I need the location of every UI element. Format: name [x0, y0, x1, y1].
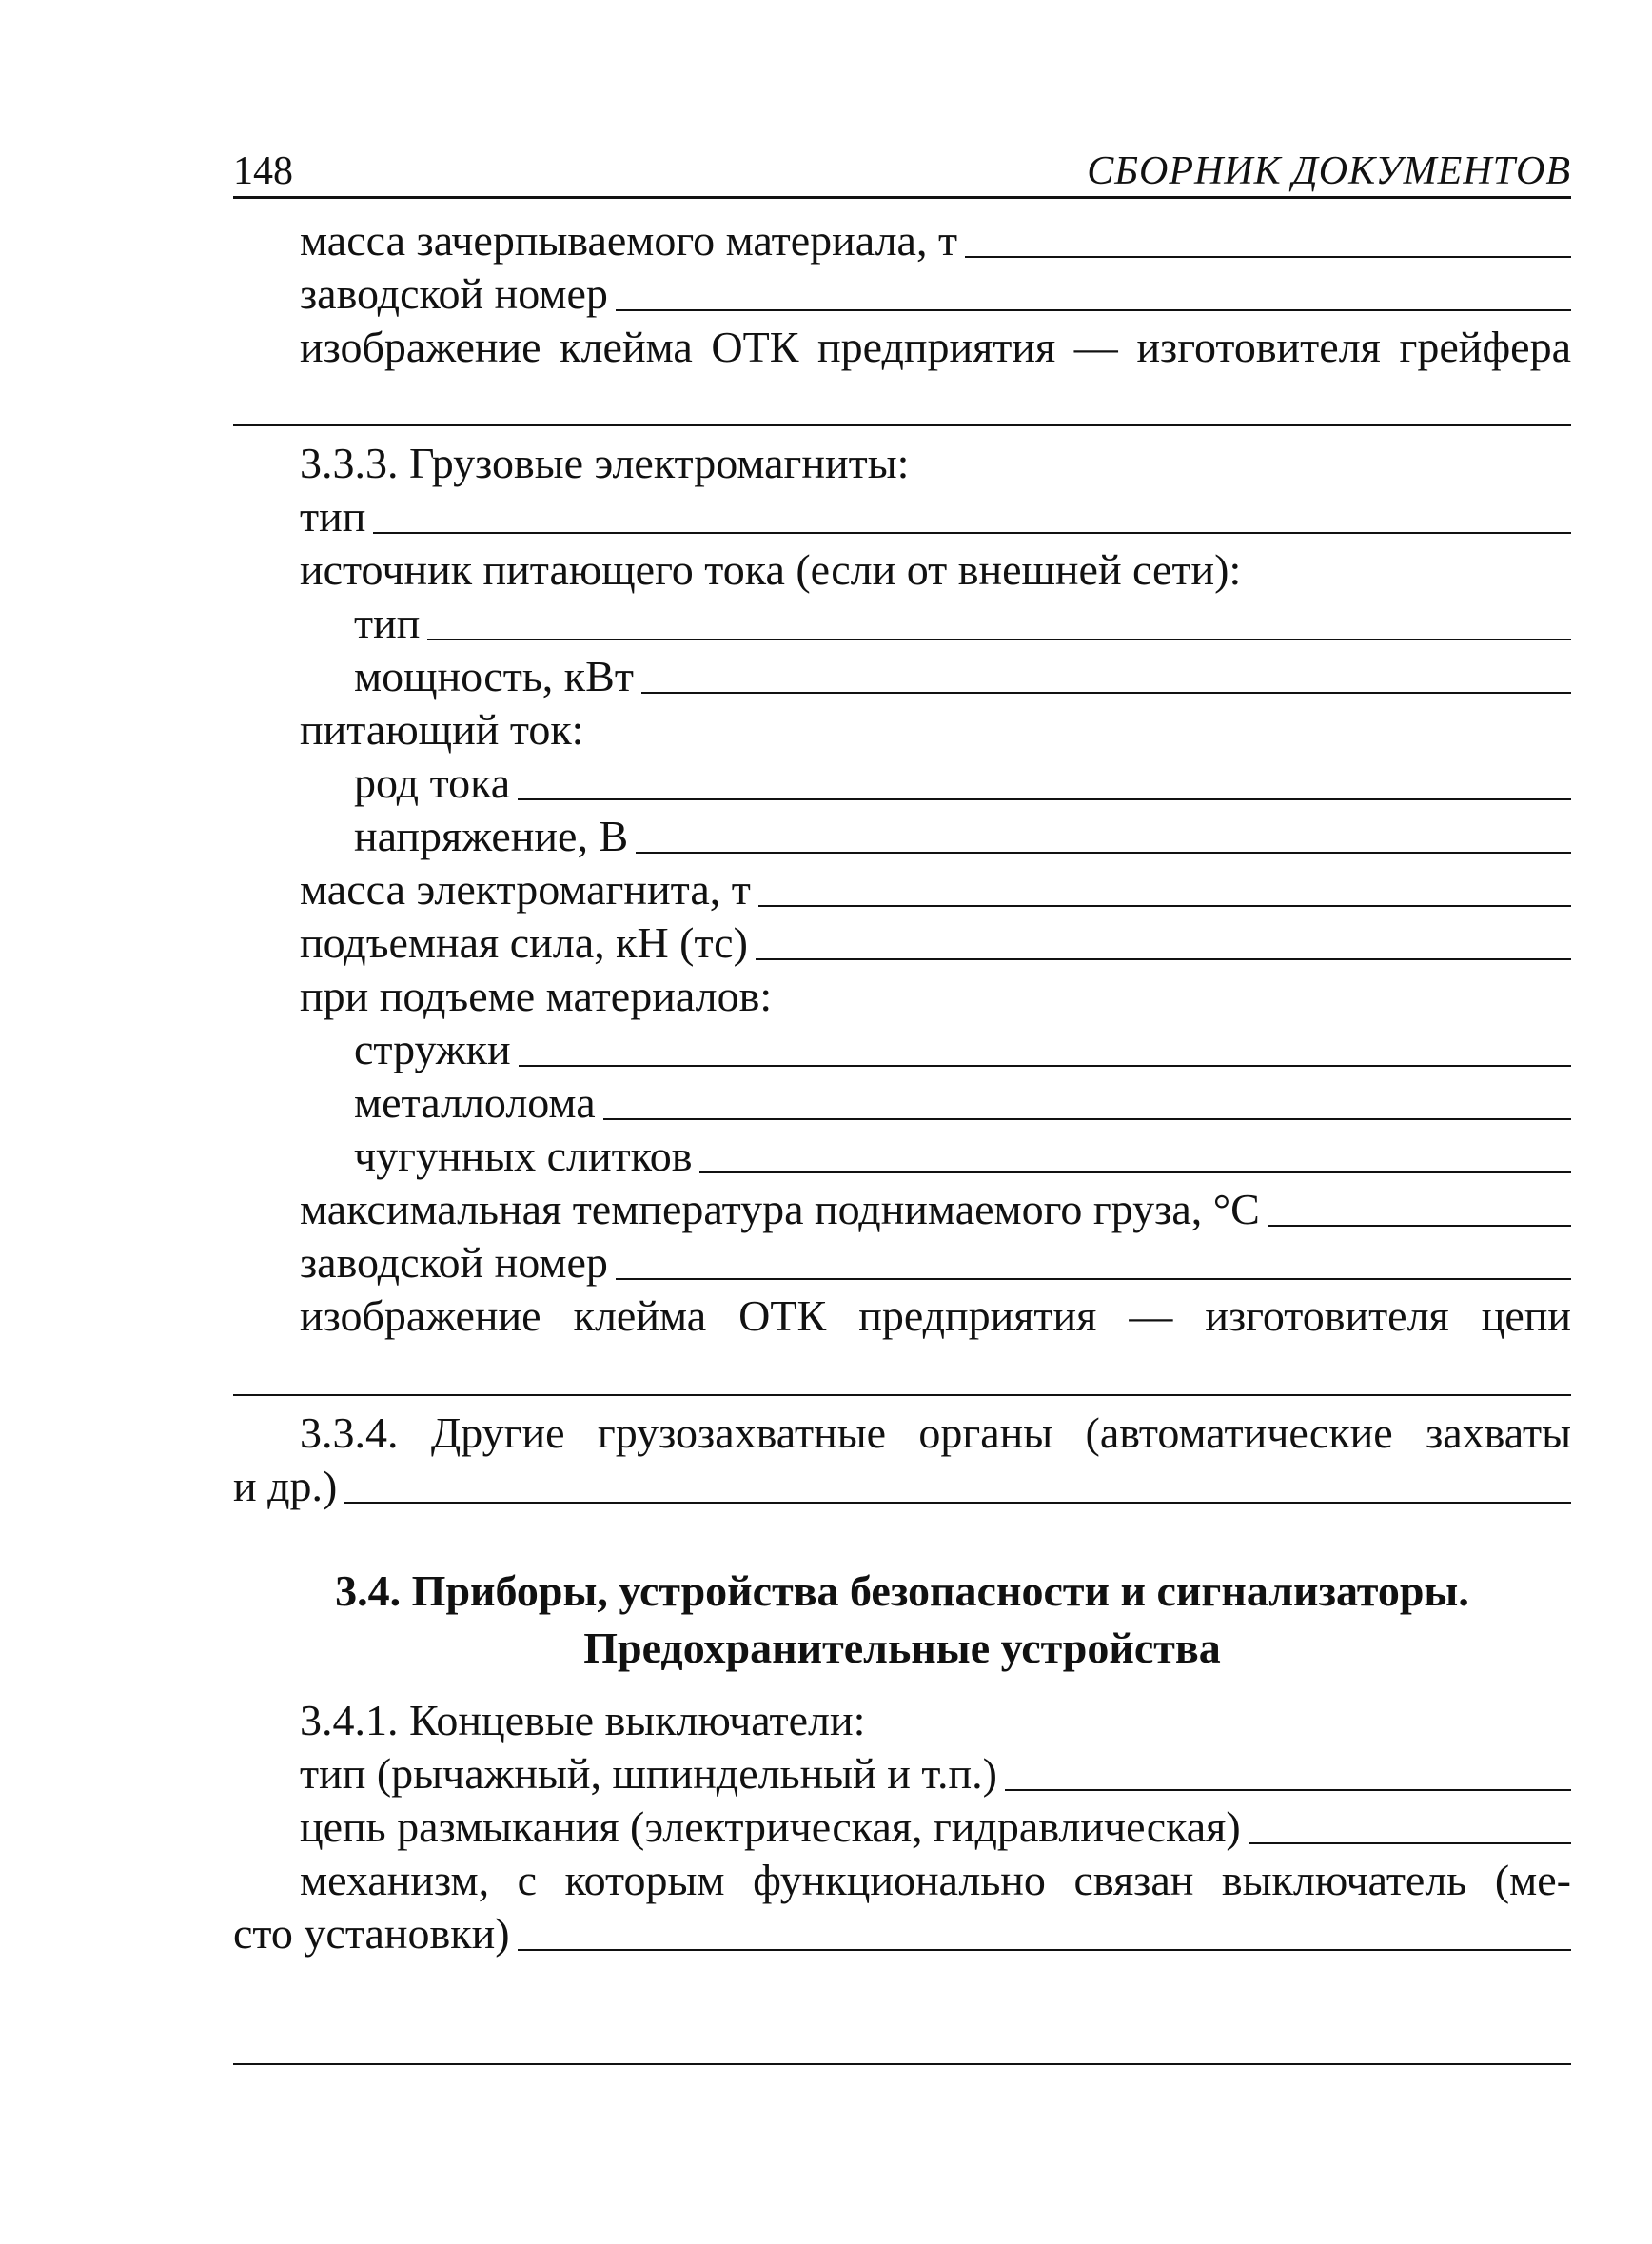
section-334-text: 3.3.4. Другие грузозахватные органы (автоматические захваты: [300, 1408, 1571, 1457]
voltage-field: [354, 810, 1571, 863]
field-label: тип: [354, 599, 421, 647]
field-label: заводской номер: [300, 269, 608, 318]
blank-line[interactable]: [233, 424, 1571, 426]
source-type-field: [354, 597, 1571, 650]
blank-line[interactable]: [965, 254, 1571, 258]
power-kw-field: [354, 650, 1571, 703]
blank-line[interactable]: [699, 1170, 1571, 1173]
field-label: максимальная температура поднимаемого груза, °С: [300, 1185, 1260, 1233]
blank-line[interactable]: [233, 2063, 1571, 2065]
field-label: сто установки): [233, 1909, 510, 1958]
scrap-field: [354, 1076, 1571, 1130]
page-number: 148: [233, 149, 293, 193]
field-label: мощность, кВт: [354, 652, 634, 700]
field-label: масса электромагнита, т: [300, 865, 751, 914]
mass-scooped-field: [300, 214, 1571, 267]
serial-number-field: [300, 267, 1571, 321]
chips-field: [354, 1023, 1571, 1076]
blank-line[interactable]: [636, 850, 1571, 854]
stamp-chain-label: изображение клейма ОТК предприятия — изготовителя цепи: [300, 1291, 1571, 1340]
field-label: и др.): [233, 1462, 338, 1510]
current-kind-field: [354, 757, 1571, 810]
magnet-mass-field: [300, 863, 1571, 916]
field-label: напряжение, В: [354, 812, 629, 860]
blank-line[interactable]: [373, 530, 1571, 534]
field-label: стружки: [354, 1025, 511, 1073]
blank-line[interactable]: [603, 1116, 1571, 1120]
blank-line[interactable]: [1249, 1840, 1571, 1844]
field-label: металлолома: [354, 1078, 596, 1127]
blank-line[interactable]: [1005, 1787, 1571, 1791]
type-field: [300, 490, 1571, 543]
section-341-title: 3.4.1. Концевые выключатели:: [300, 1696, 866, 1744]
blank-line[interactable]: [518, 797, 1571, 800]
max-temp-field: [300, 1183, 1571, 1236]
section-34-heading: 3.4. Приборы, устройства безопасности и сигнализаторы.: [335, 1566, 1469, 1615]
field-label: подъемная сила, кН (тс): [300, 918, 748, 967]
other-devices-field: [233, 1460, 1571, 1513]
switch-type-field: [300, 1747, 1571, 1801]
field-label: цепь размыкания (электрическая, гидравлическая): [300, 1802, 1241, 1851]
running-title: СБОРНИК ДОКУМЕНТОВ: [1087, 149, 1571, 193]
supply-current-label: питающий ток:: [300, 705, 584, 754]
section-333-title: 3.3.3. Грузовые электромагниты:: [300, 439, 910, 487]
page-header: [233, 143, 1571, 199]
field-label: масса зачерпываемого материала, т: [300, 216, 958, 265]
power-source-label: источник питающего тока (если от внешней сети):: [300, 545, 1242, 594]
lifting-force-field: [300, 916, 1571, 970]
install-location-field: [233, 1907, 1571, 1960]
field-label: заводской номер: [300, 1238, 608, 1287]
mechanism-text: механизм, с которым функционально связан выключатель (ме-: [300, 1856, 1571, 1904]
section-34-subheading: Предохранительные устройства: [583, 1624, 1221, 1672]
stamp-grab-label: изображение клейма ОТК предприятия — изготовителя грейфера: [300, 323, 1571, 371]
ingots-field: [354, 1130, 1571, 1183]
blank-line[interactable]: [641, 690, 1571, 694]
blank-line[interactable]: [756, 956, 1571, 960]
blank-line[interactable]: [616, 1276, 1571, 1280]
blank-line[interactable]: [233, 1394, 1571, 1396]
blank-line[interactable]: [427, 637, 1571, 640]
blank-line[interactable]: [519, 1063, 1571, 1067]
when-lifting-label: при подъеме материалов:: [300, 972, 773, 1020]
blank-line[interactable]: [616, 307, 1571, 311]
field-label: тип (рычажный, шпиндельный и т.п.): [300, 1749, 997, 1798]
blank-line[interactable]: [518, 1947, 1571, 1951]
serial-number-field: [300, 1236, 1571, 1289]
blank-line[interactable]: [758, 903, 1571, 907]
field-label: род тока: [354, 758, 511, 807]
field-label: тип: [300, 492, 366, 541]
blank-line[interactable]: [344, 1500, 1571, 1504]
break-circuit-field: [300, 1801, 1571, 1854]
field-label: чугунных слитков: [354, 1132, 693, 1180]
blank-line[interactable]: [1268, 1223, 1571, 1227]
